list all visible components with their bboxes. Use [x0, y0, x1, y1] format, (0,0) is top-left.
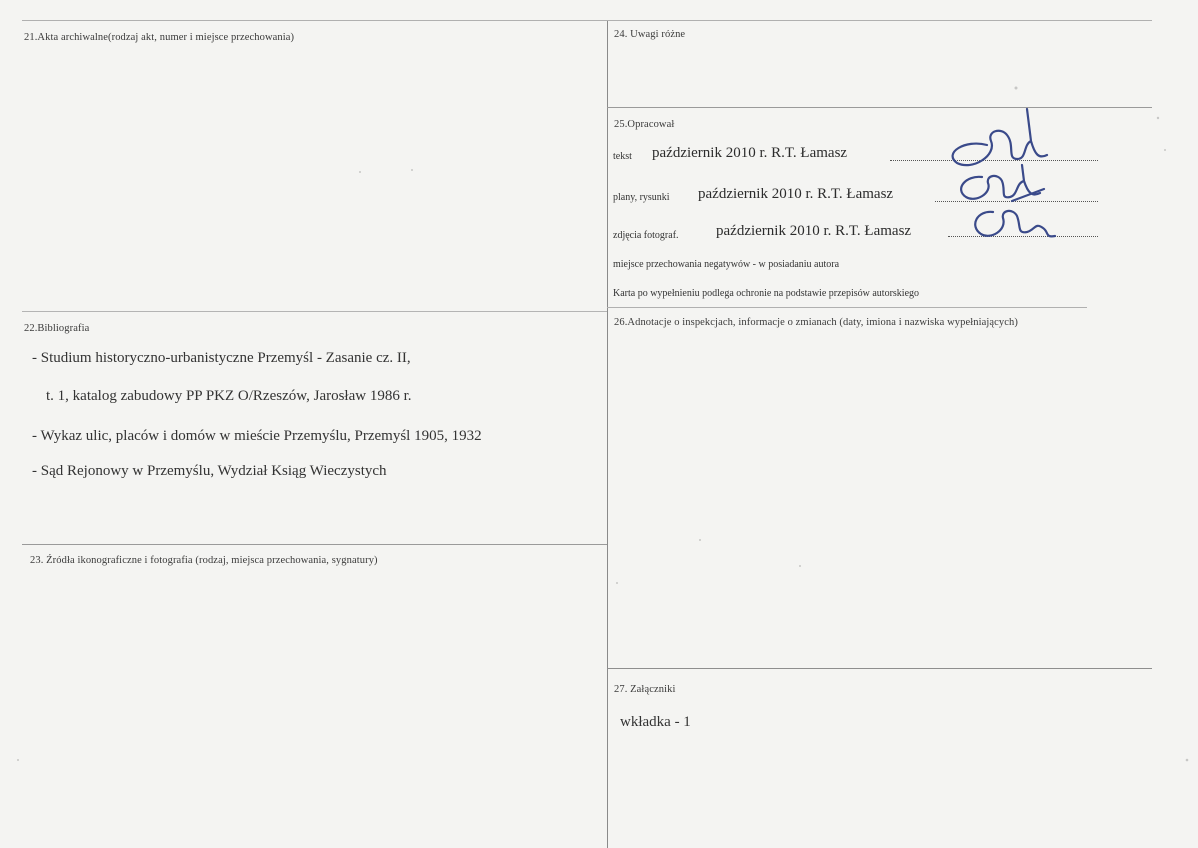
row-zdjecia-value: październik 2010 r. R.T. Łamasz: [716, 223, 912, 239]
row-zdjecia-label: zdjęcia fotograf.: [613, 230, 679, 241]
section-23-label: 23. Źródła ikonograficzne i fotografia (rodzaj, miejsca przechowania, sygnatury): [30, 555, 378, 566]
top-border: [22, 20, 1152, 21]
section-22-label: 22.Bibliografia: [24, 323, 90, 334]
bibliography-item-1-cont: t. 1, katalog zabudowy PP PKZ O/Rzeszów, Jarosław 1986 r.: [46, 388, 412, 404]
bibliography-item-3: - Sąd Rejonowy w Przemyślu, Wydział Ksiąg Wieczystych: [32, 463, 387, 479]
section-27-label: 27. Załączniki: [614, 684, 676, 695]
row-tekst-value: październik 2010 r. R.T. Łamasz: [652, 145, 848, 161]
divider-22-23: [22, 544, 607, 545]
center-divider: [607, 20, 608, 848]
bibliography-item-1: - Studium historyczno-urbanistyczne Przemyśl - Zasanie cz. II,: [32, 350, 411, 366]
divider-25-26: [607, 307, 1087, 308]
row-plany-value: październik 2010 r. R.T. Łamasz: [698, 186, 894, 202]
section-24-label: 24. Uwagi różne: [614, 29, 686, 40]
section-21-label: 21.Akta archiwalne(rodzaj akt, numer i miejsce przechowania): [24, 32, 295, 43]
row-plany-label: plany, rysunki: [613, 192, 670, 203]
signature-3: [965, 200, 1075, 245]
row-tekst-label: tekst: [613, 151, 632, 162]
section-25-label: 25.Opracował: [614, 119, 675, 130]
attachments-value: wkładka - 1: [620, 714, 691, 730]
negatives-note: miejsce przechowania negatywów - w posiadaniu autora: [613, 259, 840, 270]
section-26-label: 26.Adnotacje o inspekcjach, informacje o zmianach (daty, imiona i nazwiska wypełniających): [614, 317, 1018, 328]
divider-26-27: [607, 668, 1152, 669]
bibliography-item-2: - Wykaz ulic, placów i domów w mieście Przemyślu, Przemyśl 1905, 1932: [32, 428, 482, 444]
divider-21-22: [22, 311, 607, 312]
protection-note: Karta po wypełnieniu podlega ochronie na podstawie przepisów autorskiego: [613, 288, 920, 299]
